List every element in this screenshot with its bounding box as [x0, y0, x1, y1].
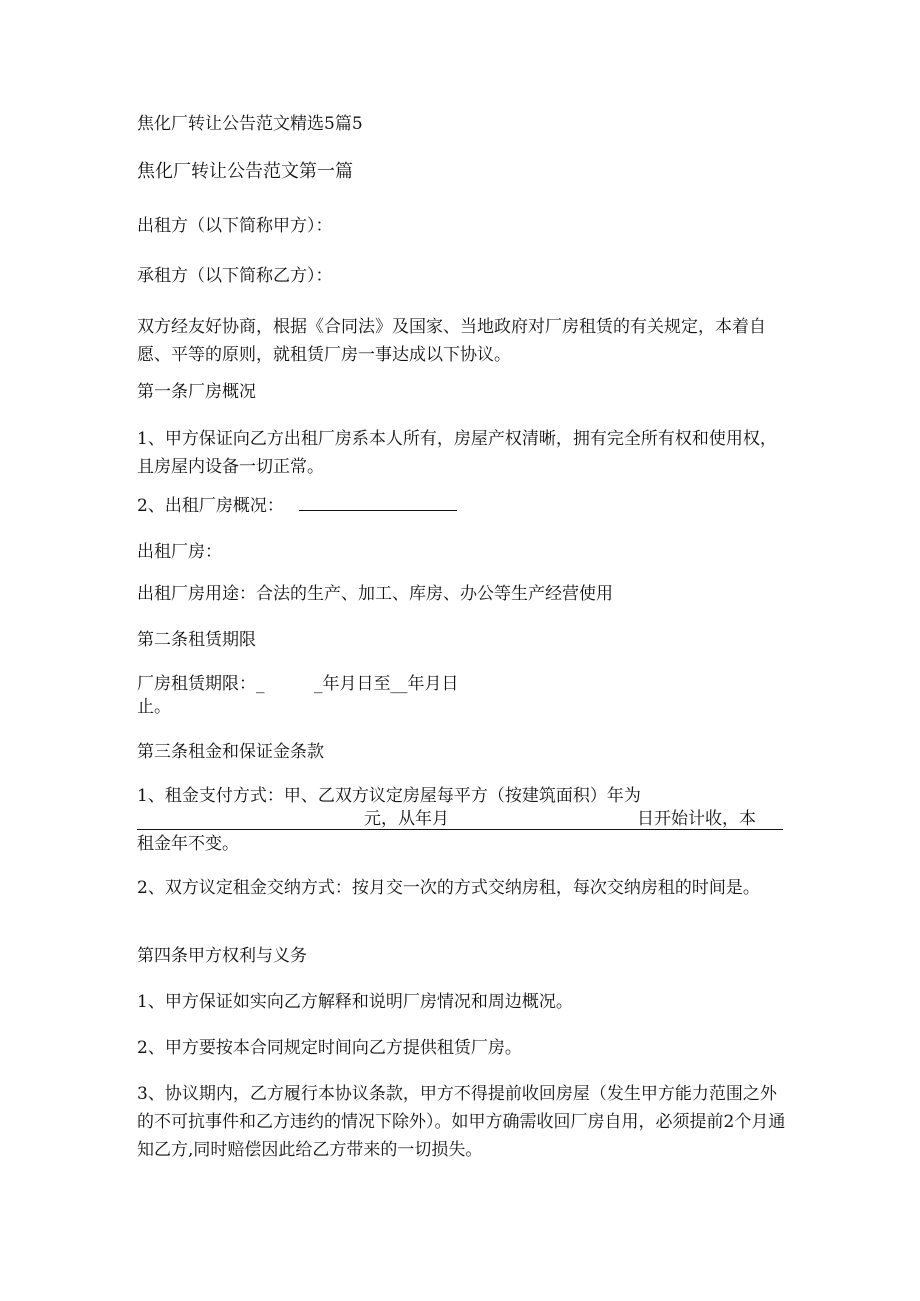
article-1-clause-1: 1、甲方保证向乙方出租厂房系本人所有，房屋产权清晰，拥有完全所有权和使用权，且房屋内设备一切正常。 [137, 429, 777, 477]
article-4-clause-3: 3、协议期内，乙方履行本协议条款，甲方不得提前收回房屋（发生甲方能力范围之外的不可抗事件和乙方违约的情况下除外）。如甲方确需收回厂房自用，必须提前2个月通知乙方,同时赔偿因此给乙方带来的一切损失。 [137, 1084, 786, 1160]
term-part-a: 厂房租赁期限：_ [137, 674, 265, 694]
clause-1-part-a: 1、租金支付方式：甲、乙双方议定房屋每平方（按建筑面积）年为 [137, 786, 641, 806]
lessor-line: 出租方（以下简称甲方）： [137, 216, 333, 236]
clause-2-label: 2、出租厂房概况： [137, 496, 284, 516]
article-2-heading: 第二条租赁期限 [137, 630, 256, 650]
article-4-clause-2: 2、甲方要按本合同规定时间向乙方提供租赁厂房。 [137, 1038, 522, 1058]
article-3-clause-2: 2、双方议定租金交纳方式：按月交一次的方式交纳房租，每次交纳房租的时间是。 [137, 878, 760, 898]
fill-in-blank [299, 492, 457, 511]
article-1-clause-2 [137, 492, 457, 520]
article-3-heading: 第三条租金和保证金条款 [137, 742, 324, 762]
lessee-line: 承租方（以下简称乙方）： [137, 266, 333, 286]
term-part-b: _年月日至__年月日 [314, 674, 459, 694]
intro-paragraph: 双方经友好协商，根据《合同法》及国家、当地政府对厂房租赁的有关规定，本着自愿、平等的原则，就租赁厂房一事达成以下协议。 [137, 317, 766, 365]
clause-1-part-b: 元，从年月 [364, 809, 449, 829]
article-1-clause-4: 出租厂房用途：合法的生产、加工、库房、办公等生产经营使用 [137, 584, 613, 604]
term-part-c: 止。 [137, 697, 171, 717]
clause-1-part-d: 租金年不变。 [137, 834, 239, 854]
article-4-clause-1: 1、甲方保证如实向乙方解释和说明厂房情况和周边概况。 [137, 992, 573, 1012]
section-subtitle: 焦化厂转让公告范文第一篇 [137, 161, 353, 182]
article-1-heading: 第一条厂房概况 [137, 382, 256, 402]
clause-1-part-c: 日开始计收，本 [637, 809, 756, 829]
document-title: 焦化厂转让公告范文精选5篇5 [137, 114, 363, 134]
underline-rule [137, 829, 783, 830]
article-1-clause-3: 出租厂房： [137, 542, 222, 562]
article-4-heading: 第四条甲方权利与义务 [137, 946, 307, 966]
